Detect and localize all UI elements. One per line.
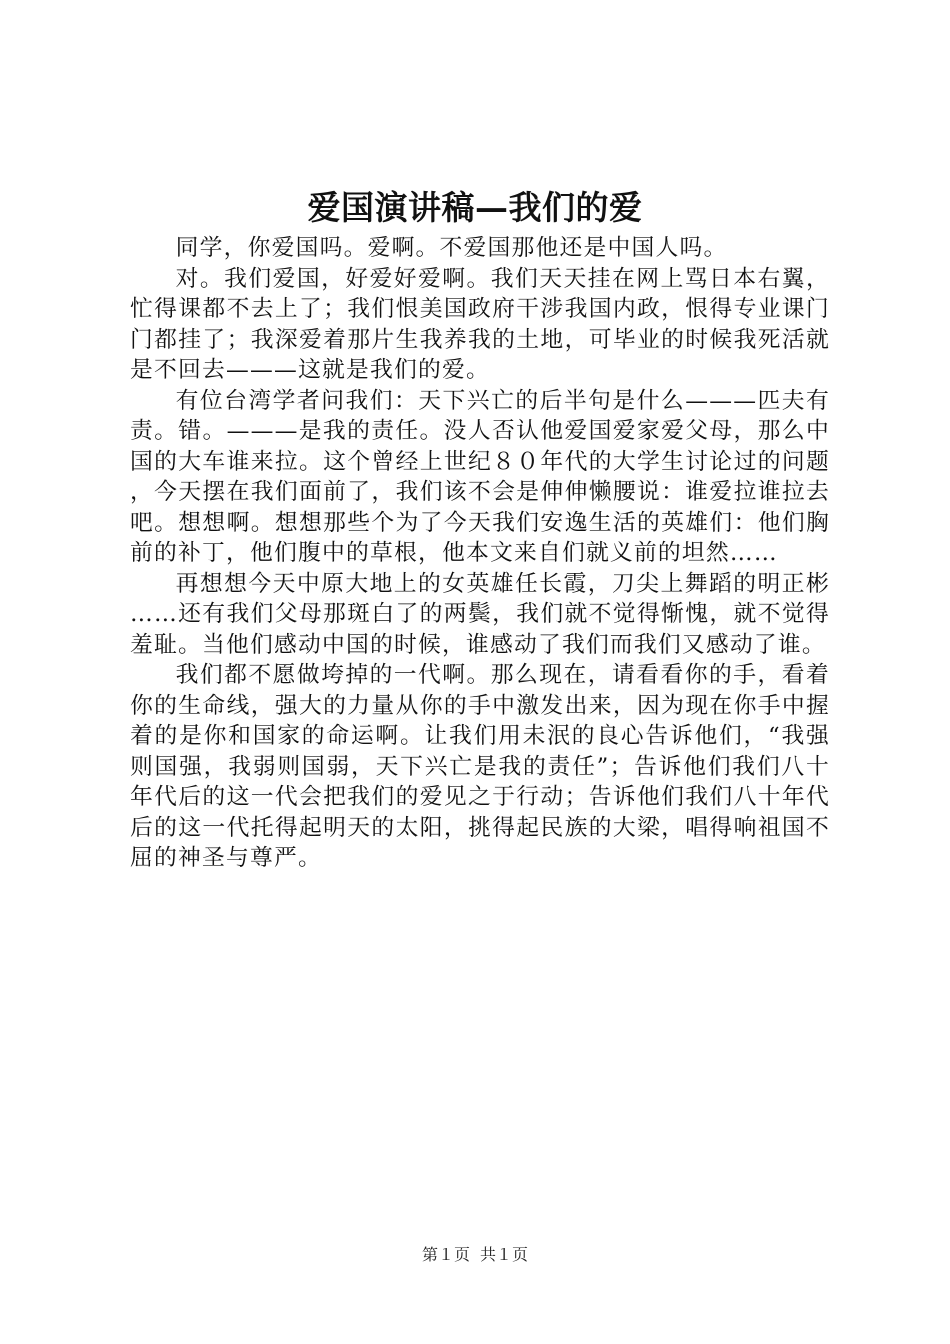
paragraph-3: 有位台湾学者问我们：天下兴亡的后半句是什么———匹夫有责。错。———是我的责任。没人否认他爱国爱家爱父母，那么中国的大车谁来拉。这个曾经上世纪８０年代的大学生讨论过的问题，今天摆在我们面前了，我们该不会是伸伸懒腰说：谁爱拉谁拉去吧。想想啊。想想那些个为了今天我们安逸生活的英雄们：他们胸前的补丁，他们腹中的草根，他本文来自们就义前的坦然……: [130, 387, 830, 566]
document-title: 爱国演讲稿—我们的爱: [307, 188, 643, 227]
page-footer: [0, 1244, 950, 1266]
document-body: [130, 233, 830, 874]
paragraph-4: 再想想今天中原大地上的女英雄任长霞，刀尖上舞蹈的明正彬……还有我们父母那斑白了的两鬓，我们就不觉得惭愧，就不觉得羞耻。当他们感动中国的时候，谁感动了我们而我们又感动了谁。: [130, 570, 830, 658]
page-total: 共１页: [480, 1245, 529, 1264]
paragraph-1: 同学，你爱国吗。爱啊。不爱国那他还是中国人吗。: [175, 235, 728, 261]
paragraph-5: 我们都不愿做垮掉的一代啊。那么现在，请看看你的手，看着你的生命线，强大的力量从你的手中激发出来，因为现在你手中握着的是你和国家的命运啊。让我们用未泯的良心告诉他们，“我强则国强，我弱则国弱，天下兴亡是我的责任”；告诉他们我们八十年代后的这一代会把我们的爱见之于行动；告诉他们我们八十年代后的这一代托得起明天的太阳，挑得起民族的大梁，唱得响祖国不屈的神圣与尊严。: [130, 662, 830, 871]
paragraph-2: 对。我们爱国，好爱好爱啊。我们天天挂在网上骂日本右翼，忙得课都不去上了；我们恨美国政府干涉我国内政，恨得专业课门门都挂了；我深爱着那片生我养我的土地，可毕业的时候我死活就是不回去———这就是我们的爱。: [130, 265, 830, 383]
page-number: 第１页: [421, 1245, 470, 1264]
